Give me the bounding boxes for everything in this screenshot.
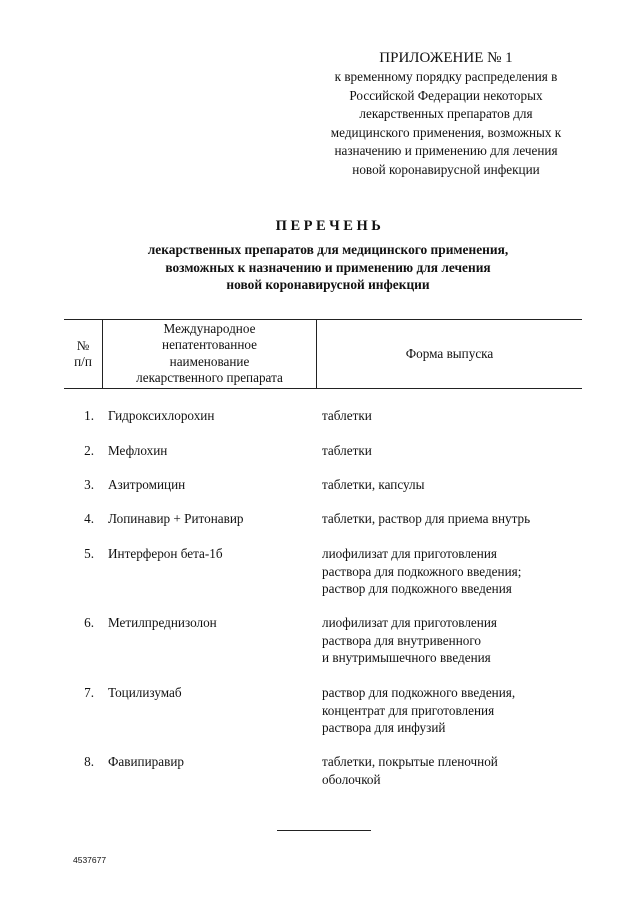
row-number: 4. — [84, 511, 94, 526]
row-number: 2. — [84, 443, 94, 458]
annex-line: Российской Федерации некоторых — [349, 87, 543, 103]
row-number: 1. — [84, 408, 94, 423]
drug-name: Тоцилизумаб — [108, 685, 182, 700]
annex-block — [296, 48, 596, 180]
document-subtitle — [0, 241, 640, 294]
release-form: таблетки — [322, 408, 372, 423]
release-form: таблетки — [322, 443, 372, 458]
subtitle-line: возможных к назначению и применению для лечения — [165, 259, 491, 275]
annex-heading: ПРИЛОЖЕНИЕ № 1 — [379, 50, 513, 66]
header-name: Международное непатентованное наименование лекарственного препарата — [136, 321, 283, 386]
annex-line: к временному порядку распределения в — [334, 69, 558, 84]
row-number: 7. — [84, 685, 94, 700]
table-top-border — [64, 319, 582, 320]
table-header-bottom-border — [64, 388, 582, 389]
drug-name: Интерферон бета-1б — [108, 546, 223, 561]
end-divider — [277, 830, 371, 831]
drug-name: Мефлохин — [108, 443, 168, 458]
subtitle-line: лекарственных препаратов для медицинского применения, — [147, 242, 509, 257]
drug-name: Метилпреднизолон — [108, 615, 217, 630]
drug-name: Гидроксихлорохин — [108, 408, 215, 423]
row-number: 8. — [84, 754, 94, 769]
release-form: таблетки, капсулы — [322, 477, 425, 492]
annex-line: медицинского применения, возможных к — [330, 124, 562, 140]
drug-name: Лопинавир + Ритонавир — [108, 511, 244, 526]
row-number: 6. — [84, 615, 94, 630]
header-number: № п/п — [74, 338, 92, 370]
release-form: таблетки, покрытые пленочной оболочкой — [322, 754, 498, 787]
annex-line: назначению и применению для лечения — [334, 143, 558, 159]
drug-name: Фавипиравир — [108, 754, 184, 769]
annex-line: новой коронавирусной инфекции — [352, 161, 540, 177]
subtitle-line: новой коронавирусной инфекции — [226, 277, 430, 293]
row-number: 5. — [84, 546, 94, 561]
release-form: лиофилизат для приготовления раствора для подкожного введения; раствор для подкожного введения — [322, 546, 522, 597]
header-form: Форма выпуска — [405, 346, 494, 361]
annex-line: лекарственных препаратов для — [359, 106, 533, 122]
drug-name: Азитромицин — [108, 477, 186, 492]
release-form: таблетки, раствор для приема внутрь — [322, 511, 531, 526]
document-title: ПЕРЕЧЕНЬ — [275, 218, 385, 234]
row-number: 3. — [84, 477, 94, 492]
release-form: раствор для подкожного введения, концентрат для приготовления раствора для инфузий — [322, 685, 516, 736]
document-code: 4537677 — [73, 855, 107, 865]
release-form: лиофилизат для приготовления раствора для внутривенного и внутримышечного введения — [322, 615, 497, 666]
